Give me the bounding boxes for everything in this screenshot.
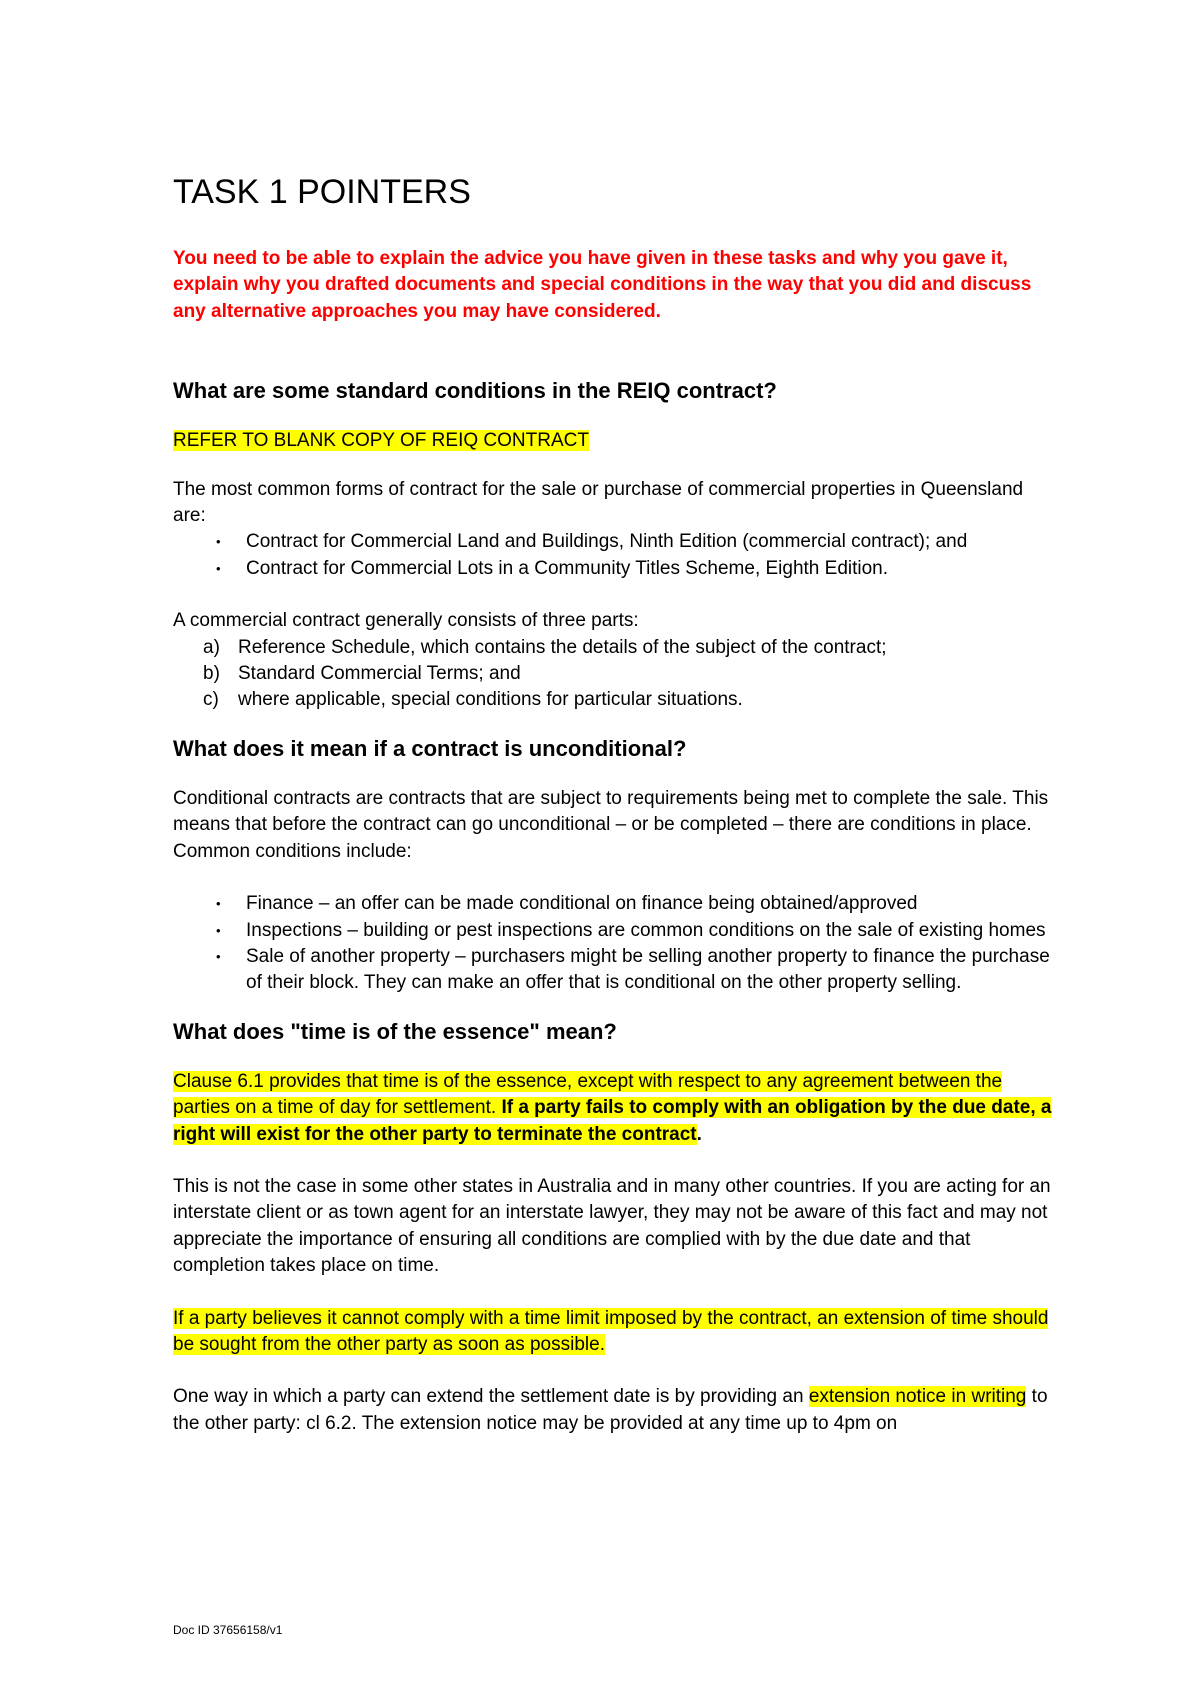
list-item: [173, 529, 1053, 555]
list-item-text: Reference Schedule, which contains the details of the subject of the contract;: [238, 636, 887, 658]
extension-text-before: One way in which a party can extend the settlement date is by providing an: [173, 1386, 809, 1408]
list-item: [173, 891, 1053, 917]
interstate-paragraph: This is not the case in some other states in Australia and in many other countries. If you are acting for an interstate client or as town agent for an interstate lawyer, they may not be aware of this fact and may not appreciate the importance of ensuring all conditions are complied with by the due date and that completion takes place on time.: [173, 1175, 1051, 1277]
extension-notice-highlight: extension notice in writing: [808, 1386, 1027, 1408]
list-item-text: Contract for Commercial Lots in a Community Titles Scheme, Eighth Edition.: [246, 557, 889, 579]
list-item: [173, 556, 1053, 582]
list-item-text: Inspections – building or pest inspections are common conditions on the sale of existing homes: [246, 919, 1046, 941]
refer-note: [173, 428, 1053, 454]
extension-paragraph: [173, 1306, 1053, 1359]
conditional-contracts-paragraph: Conditional contracts are contracts that are subject to requirements being met to complete the sale. This means that before the contract can go unconditional – or be completed – there are conditions in place. Common conditions include:: [173, 787, 1049, 862]
bullet-icon: •: [216, 922, 221, 938]
contract-forms-list: [173, 529, 1053, 582]
list-item: [173, 661, 1053, 687]
bullet-icon: •: [216, 896, 221, 912]
clause-end: .: [696, 1123, 702, 1145]
list-item: [173, 918, 1053, 944]
clause-paragraph: [173, 1069, 1053, 1148]
section-heading-standard-conditions: What are some standard conditions in the REIQ contract?: [173, 378, 777, 404]
list-marker: b): [203, 663, 220, 685]
bullet-icon: •: [216, 948, 221, 964]
refer-note-highlight: REFER TO BLANK COPY OF REIQ CONTRACT: [173, 430, 589, 452]
extension-highlight: If a party believes it cannot comply with a time limit imposed by the contract, an extension of time should be sought from the other party as soon as possible.: [173, 1307, 1049, 1355]
extension-notice-paragraph: [173, 1384, 1053, 1437]
list-item-text: Contract for Commercial Land and Buildings, Ninth Edition (commercial contract); and: [246, 531, 968, 553]
list-marker: c): [203, 689, 219, 711]
extension-text-after: to the other party: cl 6.2. The extension notice may be provided at any time up to 4pm on: [173, 1386, 1048, 1434]
bullet-icon: •: [216, 560, 221, 576]
contract-parts-paragraph: A commercial contract generally consists of three parts:: [173, 610, 639, 632]
contract-forms-paragraph: The most common forms of contract for the sale or purchase of commercial properties in Queensland are:: [173, 478, 1024, 527]
list-item-text: Standard Commercial Terms; and: [238, 663, 521, 685]
contract-parts-list: [173, 635, 1053, 714]
list-item-text: Sale of another property – purchasers might be selling another property to finance the purchase of their block. They can make an offer that is conditional on the other property selling.: [246, 945, 1050, 994]
list-item: [173, 944, 1053, 997]
list-item: [173, 635, 1053, 661]
document-body: [173, 172, 1053, 1437]
section-heading-time-essence: What does "time is of the essence" mean?: [173, 1018, 617, 1044]
intro-warning: You need to be able to explain the advice you have given in these tasks and why you gave it, explain why you drafted documents and special conditions in the way that you did and discuss any alternative approaches you may have considered.: [173, 248, 1032, 322]
list-item-text: where applicable, special conditions for particular situations.: [238, 689, 743, 711]
list-item: [173, 687, 1053, 713]
doc-id-footer: Doc ID 37656158/v1: [173, 1623, 283, 1637]
common-conditions-list: [173, 891, 1053, 997]
page-title: TASK 1 POINTERS: [173, 173, 471, 211]
list-item-text: Finance – an offer can be made conditional on finance being obtained/approved: [246, 893, 918, 915]
clause-highlight: Clause 6.1 provides that time is of the essence, except with respect to any agreement between the parties on a time of day for settlement.: [173, 1070, 1003, 1119]
bullet-icon: •: [216, 534, 221, 550]
clause-bold-highlight: If a party fails to comply with an obligation by the due date, a right will exist for the other party to terminate the contract: [173, 1097, 1052, 1145]
list-marker: a): [203, 636, 220, 658]
section-heading-unconditional: What does it mean if a contract is unconditional?: [173, 735, 687, 761]
